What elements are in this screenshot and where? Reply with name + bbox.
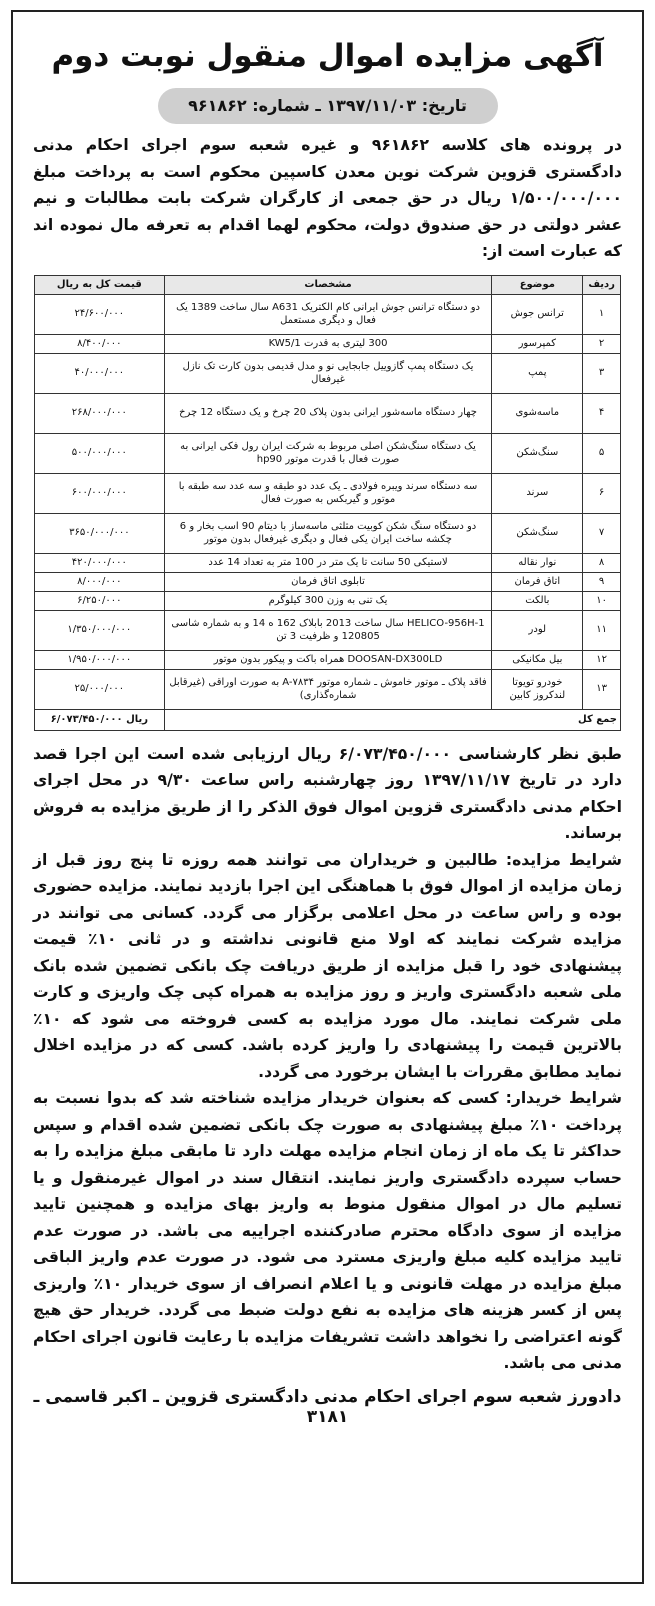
row-index: ۷ [583, 513, 621, 553]
row-subject: سنگ‌شکن [492, 513, 583, 553]
row-price: ۲۴/۶۰۰/۰۰۰ [35, 294, 165, 334]
row-spec: یک دستگاه سنگ‌شکن اصلی مربوط به شرکت ایران رول فکی ایرانی به صورت فعال با قدرت موتور hp90 [164, 433, 492, 473]
row-price: ۶/۲۵۰/۰۰۰ [35, 591, 165, 610]
row-index: ۲ [583, 334, 621, 353]
row-spec: 300 لیتری به قدرت KW5/1 [164, 334, 492, 353]
row-price: ۲۶۸/۰۰۰/۰۰۰ [35, 393, 165, 433]
header-subject: موضوع [492, 275, 583, 294]
row-price: ۲۵/۰۰۰/۰۰۰ [35, 669, 165, 709]
row-spec: چهار دستگاه ماسه‌شور ایرانی بدون پلاک 20 چرخ و یک دستگاه 12 چرخ [164, 393, 492, 433]
row-subject: پمپ [492, 353, 583, 393]
items-table [34, 275, 621, 731]
date-and-number: تاریخ: ۱۳۹۷/۱۱/۰۳ ـ شماره: ۹۶۱۸۶۲ [158, 88, 498, 124]
row-spec: لاستیکی 50 سانت تا یک متر در 100 متر به تعداد 14 عدد [164, 553, 492, 572]
row-subject: ترانس جوش [492, 294, 583, 334]
total-value: ۶/۰۷۳/۴۵۰/۰۰۰ ریال [35, 709, 165, 730]
auction-notice [11, 10, 644, 1584]
total-row [35, 709, 621, 730]
row-index: ۶ [583, 473, 621, 513]
row-subject: خودرو تویوتا لندکروز کابین [492, 669, 583, 709]
row-spec: فاقد پلاک ـ موتور خاموش ـ شماره موتور A-۷۸۳۴ به صورت اوراقی (غیرقابل شماره‌گذاری) [164, 669, 492, 709]
paragraph-buyer-terms: شرایط خریدار: کسی که بعنوان خریدار مزایده شناخته شد که بدوا نسبت به پرداخت ۱۰٪ مبلغ پیشنهادی به صورت چک بانکی تضمین شده اقدام و سپس حداکثر تا یک ماه از زمان انجام مزایده مهلت دارد تا مابقی مبلغ مزایده را به حساب سپرده دادگستری واریز نمایند. انتقال سند در اموال غیرمنقول و یا تسلیم مال در اموال منقول منوط به واریز بهای مزایده و همچنین تایید مزایده از سوی دادگاه محترم صادرکننده اجراییه می باشد. در صورت عدم تایید مزایده کلیه مبلغ واریزی مسترد می شود. در صورت عدم واریز الباقی مبلغ مزایده در مهلت قانونی و یا اعلام انصراف از سوی خریدار ۱۰٪ واریزی پس از کسر هزینه های مزایده به نفع دولت ضبط می گردد. خریدار حق هیچ گونه اعتراضی را نخواهد داشت تشریفات مزایده با رعایت قانون اجرای احکام مدنی می باشد. [33, 1089, 623, 1372]
row-index: ۴ [583, 393, 621, 433]
row-subject: لودر [492, 610, 583, 650]
row-index: ۱۱ [583, 610, 621, 650]
table-row [35, 669, 621, 709]
table-row [35, 650, 621, 669]
row-price: ۴۲۰/۰۰۰/۰۰۰ [35, 553, 165, 572]
table-row [35, 610, 621, 650]
row-subject: بیل مکانیکی [492, 650, 583, 669]
row-index: ۵ [583, 433, 621, 473]
row-subject: نوار نقاله [492, 553, 583, 572]
row-spec: تابلوی اتاق فرمان [164, 572, 492, 591]
row-price: ۶۰۰/۰۰۰/۰۰۰ [35, 473, 165, 513]
row-subject: اتاق فرمان [492, 572, 583, 591]
row-subject: سنگ‌شکن [492, 433, 583, 473]
header-index: ردیف [583, 275, 621, 294]
signature-footer: دادورز شعبه سوم اجرای احکام مدنی دادگستری قزوین ـ اکبر قاسمی ـ ۳۱۸۱ [33, 1386, 622, 1427]
row-price: ۸/۴۰۰/۰۰۰ [35, 334, 165, 353]
table-row [35, 513, 621, 553]
row-spec: DOOSAN-DX300LD همراه باکت و پیکور بدون موتور [164, 650, 492, 669]
row-index: ۸ [583, 553, 621, 572]
row-spec: HELICO-956H-1 سال ساخت 2013 بابلاک 162 ه 14 و به شماره شاسی 120805 و ظرفیت 3 تن [164, 610, 492, 650]
row-index: ۳ [583, 353, 621, 393]
row-price: ۱/۳۵۰/۰۰۰/۰۰۰ [35, 610, 165, 650]
row-index: ۱۰ [583, 591, 621, 610]
row-subject: ماسه‌شوی [492, 393, 583, 433]
row-spec: دو دستگاه ترانس جوش ایرانی کام الکتریک A631 سال ساخت 1389 یک فعال و دیگری مستعمل [164, 294, 492, 334]
table-row [35, 393, 621, 433]
table-row [35, 294, 621, 334]
table-row [35, 473, 621, 513]
table-row [35, 591, 621, 610]
row-spec: یک تنی به وزن 300 کیلوگرم [164, 591, 492, 610]
table-header-row [35, 275, 621, 294]
row-price: ۴۰/۰۰۰/۰۰۰ [35, 353, 165, 393]
row-price: ۳۶۵۰/۰۰۰/۰۰۰ [35, 513, 165, 553]
table-row [35, 572, 621, 591]
paragraph-auction-terms: شرایط مزایده: طالبین و خریداران می توانند همه روزه تا پنج روز قبل از زمان مزایده از اموال فوق با هماهنگی این اجرا بازدید نمایند. مزایده حضوری بوده و راس ساعت در محل اعلامی برگزار می گردد. کسانی می توانند در مزایده شرکت نمایند که اولا منع قانونی نداشته و در ثانی ۱۰٪ قیمت پیشنهادی خود را قبل مزایده از طریق دریافت چک بانکی تضمین شده بانک ملی شعبه دادگستری واریز و روز مزایده به همراه کپی چک واریزی و کارت ملی شرکت نمایند. مال مورد مزایده به کسی فروخته می شود که ۱۰٪ بالاترین قیمت را پیشنهادی را واریز کرده باشد. کسی که در مزایده اخلال نماید مطابق مقررات با ایشان برخورد می گردد. [33, 850, 623, 1081]
row-index: ۱۲ [583, 650, 621, 669]
table-row [35, 433, 621, 473]
paragraph-valuation: طبق نظر کارشناسی ۶/۰۷۳/۴۵۰/۰۰۰ ریال ارزیابی شده است این اجرا قصد دارد در تاریخ ۱۳۹۷/۱۱/۱۷ روز چهارشنبه راس ساعت ۹/۳۰ در محل اجرای احکام مدنی دادگستری قزوین اموال فوق الذکر را از طریق مزایده به فروش برساند. [33, 744, 622, 842]
row-index: ۹ [583, 572, 621, 591]
row-subject: بالکت [492, 591, 583, 610]
total-label: جمع کل [164, 709, 620, 730]
row-spec: یک دستگاه پمپ گازوییل جابجایی نو و مدل قدیمی بدون کارت تک نازل غیرفعال [164, 353, 492, 393]
header-price: قیمت کل به ریال [35, 275, 165, 294]
row-price: ۱/۹۵۰/۰۰۰/۰۰۰ [35, 650, 165, 669]
row-index: ۱ [583, 294, 621, 334]
table-row [35, 553, 621, 572]
row-subject: کمپرسور [492, 334, 583, 353]
table-row [35, 353, 621, 393]
header-spec: مشخصات [164, 275, 492, 294]
notice-title: آگهی مزایده اموال منقول نوبت دوم [51, 38, 604, 74]
row-price: ۵۰۰/۰۰۰/۰۰۰ [35, 433, 165, 473]
row-price: ۸/۰۰۰/۰۰۰ [35, 572, 165, 591]
row-spec: سه دستگاه سرند ویبره فولادی ـ یک عدد دو طبقه و سه عدد سه طبقه با موتور و گیربکس به صورت فعال [164, 473, 492, 513]
table-row [35, 334, 621, 353]
intro-paragraph: در پرونده های کلاسه ۹۶۱۸۶۲ و غیره شعبه سوم اجرای احکام مدنی دادگستری قزوین شرکت نوین معدن کاسپین محکوم است به پرداخت مبلغ ۱/۵۰۰/۰۰۰/۰۰۰ ریال در حق جمعی از کارگران شرکت بابت مطالبات و نیم عشر دولتی در حق صندوق دولت، محکوم لهما اقدام به تعرفه مال نموده اند که عبارت است از: [33, 136, 622, 260]
row-spec: دو دستگاه سنگ شکن کوبیت مثلثی ماسه‌ساز با دیتام 90 اسب بخار و 6 چکشه ساخت ایران یکی فعال و دیگری غیرفعال بدون موتور [164, 513, 492, 553]
row-index: ۱۳ [583, 669, 621, 709]
row-subject: سرند [492, 473, 583, 513]
